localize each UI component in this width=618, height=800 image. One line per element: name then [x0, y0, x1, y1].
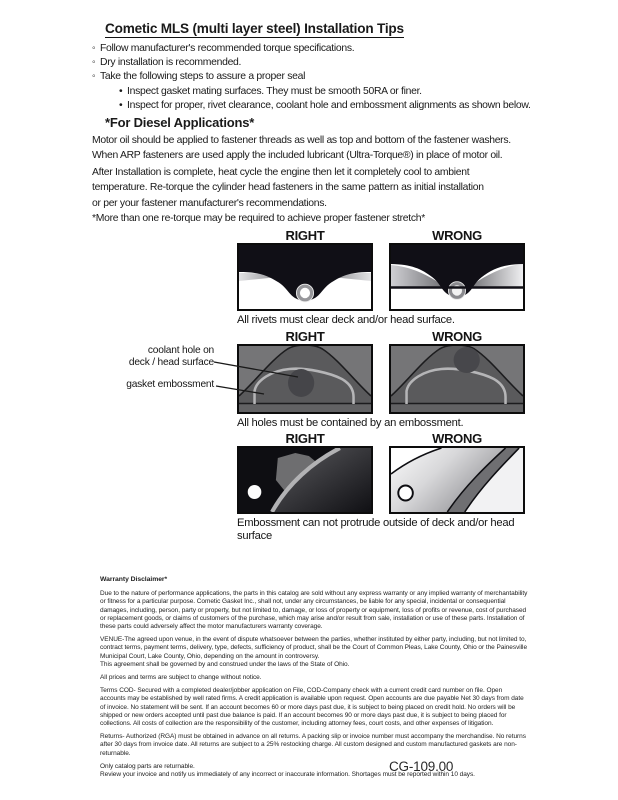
tips-list [92, 42, 531, 113]
tip-text: Take the following steps to assure a proper seal [100, 71, 306, 83]
page-title: Cometic MLS (multi layer steel) Installation Tips [105, 21, 404, 36]
text-line: *More than one re-torque may be required to achieve proper fastener stretch* [92, 213, 425, 224]
gasket-embossment-label [88, 379, 214, 391]
legal-fine-print [100, 576, 528, 779]
retorque-note [92, 211, 425, 226]
list-item [92, 56, 531, 70]
hole-right-illustration [239, 346, 371, 412]
terms-cod-paragraph: Terms COD- Secured with a completed dealer/jobber application on File, COD-Company check with a current credit card number on file. Open accounts may be established by well rated firms. A credit application is available upon request. Open accounts are due payable Net 30 days from date of invoice. No statement will be sent. If an account becomes 60 or more days past due, it is subject to being placed on credit hold. No orders will be shipped or new orders accepted until past due balance is paid. If an account becomes 90 or more days past due, it is subject to being placed for collections. All costs of collection are the responsibility of the customer, including attorney fees, court costs, and other expenses of litigation. [100, 687, 524, 728]
returns-paragraph: Returns- Authorized (RGA) must be obtained in advance on all returns. A packing slip or invoice number must accompany the merchandise. No returns after 30 days from invoice date. All returns are subject to a 25% restocking charge. All custom designed and custom manufactured gaskets are non-returnable. [100, 733, 526, 757]
circle-bullet-icon: ◦ [92, 43, 96, 54]
tip-text: Inspect for proper, rivet clearance, coolant hole and embossment alignments as shown below. [127, 99, 531, 111]
hole-wrong-illustration [391, 346, 523, 412]
rivet-wrong-illustration [391, 245, 523, 309]
wrong-label: WRONG [432, 431, 482, 446]
diesel-heading: *For Diesel Applications* [105, 115, 255, 130]
diagram-rivet-wrong-panel [389, 243, 525, 311]
text-line: When ARP fasteners are used apply the included lubricant (Ultra-Torque®) in place of motor oil. [92, 150, 503, 162]
coolant-hole-label [88, 345, 214, 369]
circle-bullet-icon: ◦ [92, 71, 96, 83]
diagram-rivet-right-panel [237, 243, 373, 311]
rivet-right-illustration [239, 245, 371, 309]
page-number: CG-109.00 [389, 759, 454, 774]
venue-paragraph: VENUE-The agreed upon venue, in the event of dispute whatsoever between the parties, whether instituted by either party, including, but not limited to, contract terms, payment terms, delivery, type, defects, sufficiency of product, shall be the Court of Common Pleas, Lake County, Ohio or the Painesville Municipal Court, Lake County, Ohio, depending on the amount in controversy. [100, 636, 528, 660]
embossment-right-illustration [239, 448, 371, 512]
text-line: After Installation is complete, heat cycle the engine then let it completely cool to ambient [92, 167, 470, 178]
governing-law-line: This agreement shall be governed by and construed under the laws of the State of Ohio. [100, 660, 350, 668]
tip-text: Dry installation is recommended. [100, 57, 242, 69]
tip-text: Inspect gasket mating surfaces. They must be smooth 50RA or finer. [127, 85, 422, 97]
embossment-caption: Embossment can not protrude outside of deck and/or head surface [237, 517, 515, 542]
warranty-disclaimer-heading: Warranty Disclaimer* [100, 576, 168, 583]
diagram-hole-wrong-panel [389, 344, 525, 414]
prices-terms-line: All prices and terms are subject to change without notice. [100, 674, 262, 682]
wrong-label: WRONG [432, 329, 482, 344]
text-line: coolant hole on [147, 345, 214, 356]
diesel-paragraph-2 [92, 165, 484, 211]
text-line: deck / head surface [128, 357, 214, 368]
embossment-wrong-illustration [391, 448, 523, 512]
hole-caption: All holes must be contained by an embossment. [237, 417, 464, 429]
right-label: RIGHT [285, 228, 325, 243]
right-label: RIGHT [285, 329, 325, 344]
list-item [92, 70, 531, 84]
catalog-parts-line: Only catalog parts are returnable. [100, 762, 195, 770]
diagram-embossment-right-panel [237, 446, 373, 514]
wrong-label: WRONG [432, 228, 482, 243]
list-item [92, 85, 531, 99]
diesel-paragraph-1 [92, 133, 511, 164]
rivet-caption: All rivets must clear deck and/or head surface. [237, 314, 455, 326]
tip-text: Follow manufacturer's recommended torque specifications. [100, 43, 355, 54]
diagram-embossment-wrong-panel [389, 446, 525, 514]
circle-bullet-icon: ◦ [92, 57, 96, 69]
right-label: RIGHT [285, 431, 325, 446]
text-line: or per your fastener manufacturer's recommendations. [92, 197, 327, 209]
warranty-paragraph: Due to the nature of performance applications, the parts in this catalog are sold without any express warranty or any implied warranty of merchantability or fitness for a particular purpose. Cometic Gasket Inc., shall not, under any circumstances, be liable for any special, incidental or consequential damages, including, person, party or property, but not limited to, damage, or loss of property or equipment, loss of profits or revenue, cost of purchased or replacement goods, or claims of customers of the purchase, which may arise and/or result from sale, installation or use of these parts. Installation of these parts could adversely affect the motor manufacturers warranty coverage. [100, 590, 528, 631]
text-line: gasket embossment [126, 379, 214, 390]
list-item [92, 42, 531, 56]
text-line: temperature. Re-torque the cylinder head fasteners in the same pattern as initial installation [92, 182, 484, 194]
dot-bullet-icon: • [119, 99, 123, 111]
text-line: Motor oil should be applied to fastener threads as well as top and bottom of the fastener washers. [92, 135, 511, 146]
list-item [92, 99, 531, 113]
dot-bullet-icon: • [119, 85, 123, 97]
diagram-hole-right-panel [237, 344, 373, 414]
review-invoice-line: Review your invoice and notify us immediately of any incorrect or inaccurate information. Shortages must be reported within 10 days. [100, 771, 475, 779]
